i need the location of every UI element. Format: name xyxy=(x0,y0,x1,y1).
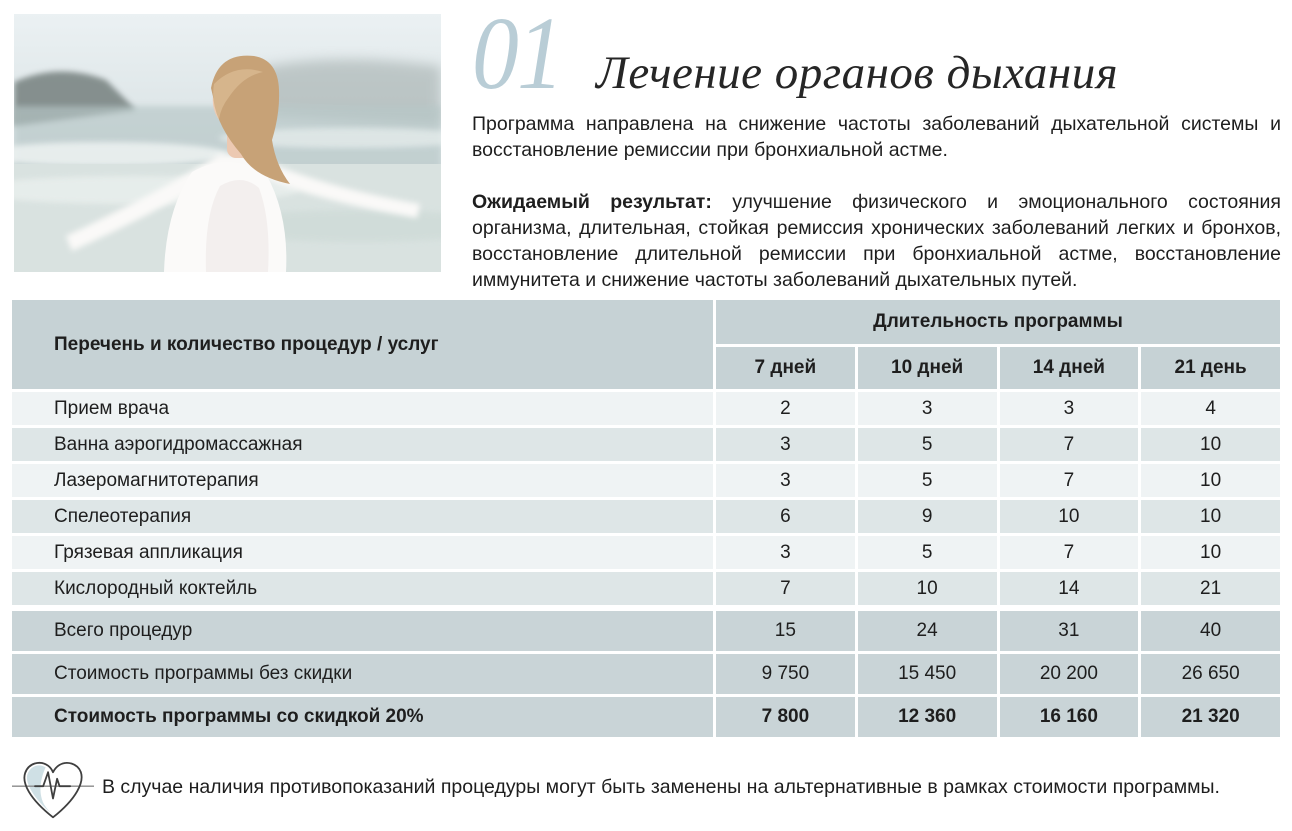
procedure-value-cell: 7 xyxy=(1000,536,1139,569)
summary-value-cell: 40 xyxy=(1141,611,1280,651)
procedure-value-cell: 10 xyxy=(1141,500,1280,533)
procedure-value-cell: 21 xyxy=(1141,572,1280,605)
procedure-value-cell: 10 xyxy=(1141,464,1280,497)
duration-header-7-days: 7 дней xyxy=(716,347,855,389)
procedure-value-cell: 10 xyxy=(1141,428,1280,461)
summary-value-cell: 20 200 xyxy=(1000,654,1139,694)
procedure-value-cell: 7 xyxy=(1000,428,1139,461)
duration-header-14-days: 14 дней xyxy=(1000,347,1139,389)
summary-value-cell: 31 xyxy=(1000,611,1139,651)
procedure-value-cell: 4 xyxy=(1141,392,1280,425)
procedure-value-cell: 3 xyxy=(1000,392,1139,425)
procedure-name-cell: Спелеотерапия xyxy=(12,500,713,533)
procedure-value-cell: 9 xyxy=(858,500,997,533)
procedure-value-cell: 3 xyxy=(716,464,855,497)
summary-value-cell: 15 xyxy=(716,611,855,651)
summary-value-cell: 21 320 xyxy=(1141,697,1280,737)
summary-value-cell: 7 800 xyxy=(716,697,855,737)
title-row xyxy=(472,0,1281,111)
duration-header-21-days: 21 день xyxy=(1141,347,1280,389)
expected-result-label: Ожидаемый результат: xyxy=(472,190,712,213)
procedure-value-cell: 10 xyxy=(858,572,997,605)
page-title: Лечение органов дыхания xyxy=(596,47,1119,99)
table-header-procedures: Перечень и количество процедур / услуг xyxy=(12,300,713,389)
duration-header-10-days: 10 дней xyxy=(858,347,997,389)
summary-value-cell: 26 650 xyxy=(1141,654,1280,694)
procedure-value-cell: 10 xyxy=(1141,536,1280,569)
procedure-name-cell: Ванна аэрогидромассажная xyxy=(12,428,713,461)
procedure-name-cell: Грязевая аппликация xyxy=(12,536,713,569)
summary-value-cell: 15 450 xyxy=(858,654,997,694)
summary-name-cell: Всего процедур xyxy=(12,611,713,651)
procedure-value-cell: 5 xyxy=(858,464,997,497)
summary-value-cell: 9 750 xyxy=(716,654,855,694)
beach-photo-illustration xyxy=(14,14,441,272)
program-table xyxy=(12,300,1280,737)
header-block xyxy=(472,0,1281,293)
procedure-value-cell: 3 xyxy=(716,428,855,461)
intro-text: Программа направлена на снижение частоты заболеваний дыхательной системы и восстановление ремиссии при бронхиальной астме. xyxy=(472,112,1281,161)
procedure-value-cell: 6 xyxy=(716,500,855,533)
section-number: 01 xyxy=(472,0,562,111)
table-header-duration: Длительность программы xyxy=(716,300,1280,344)
procedure-name-cell: Прием врача xyxy=(12,392,713,425)
heart-pulse-icon xyxy=(12,746,94,828)
summary-value-cell: 16 160 xyxy=(1000,697,1139,737)
procedure-value-cell: 3 xyxy=(716,536,855,569)
procedure-name-cell: Кислородный коктейль xyxy=(12,572,713,605)
procedure-value-cell: 3 xyxy=(858,392,997,425)
footer-note-text: В случае наличия противопоказаний процедуры могут быть заменены на альтернативные в рамках стоимости программы. xyxy=(102,775,1220,798)
procedure-value-cell: 14 xyxy=(1000,572,1139,605)
procedure-value-cell: 5 xyxy=(858,536,997,569)
summary-name-cell: Стоимость программы без скидки xyxy=(12,654,713,694)
footer-note-row xyxy=(12,746,1280,828)
summary-value-cell: 24 xyxy=(858,611,997,651)
procedure-name-cell: Лазеромагнитотерапия xyxy=(12,464,713,497)
procedure-value-cell: 7 xyxy=(1000,464,1139,497)
expected-result-text: улучшение физического и эмоционального состояния организма, длительная, стойкая ремиссия хронических заболеваний легких и бронхов, восстановление длительной ремиссии при бронхиальной астме, восстановление иммунитета и снижение частоты заболеваний дыхательных путей. xyxy=(472,190,1281,291)
procedure-value-cell: 10 xyxy=(1000,500,1139,533)
procedure-value-cell: 7 xyxy=(716,572,855,605)
procedure-value-cell: 5 xyxy=(858,428,997,461)
photo-woman-beach xyxy=(14,14,441,272)
procedure-value-cell: 2 xyxy=(716,392,855,425)
expected-result-paragraph xyxy=(472,189,1281,293)
summary-name-cell: Стоимость программы со скидкой 20% xyxy=(12,697,713,737)
summary-value-cell: 12 360 xyxy=(858,697,997,737)
